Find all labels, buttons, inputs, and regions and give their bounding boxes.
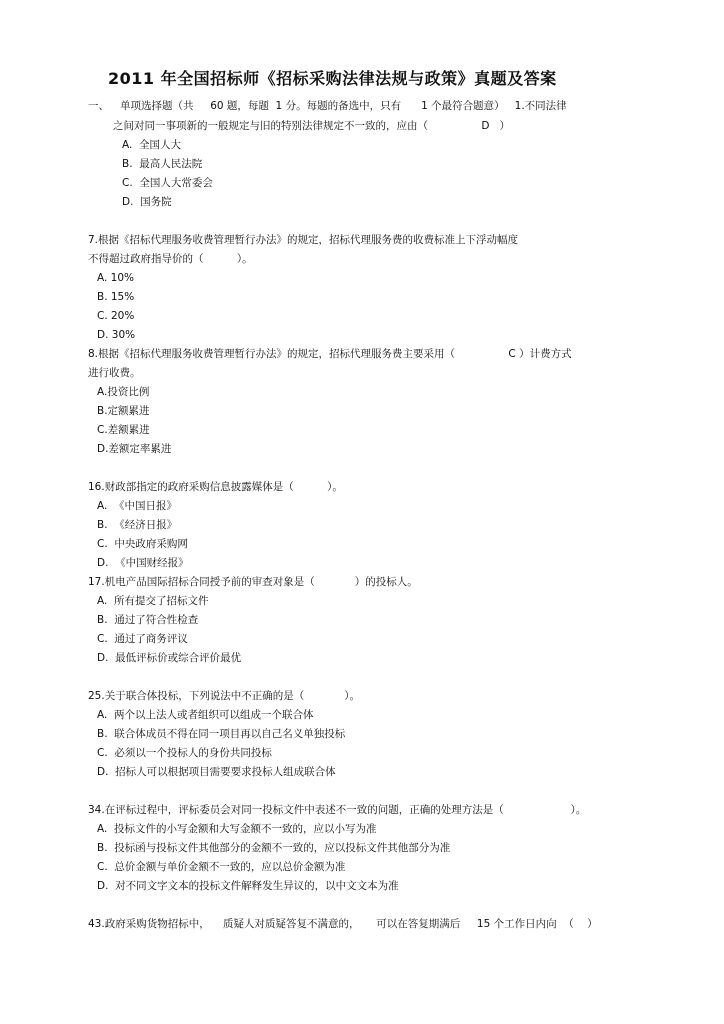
question-8-option-c: C.差额累进 bbox=[97, 424, 150, 436]
question-8-option-a: A.投资比例 bbox=[97, 386, 150, 398]
question-7-option-d: D. 30% bbox=[97, 329, 136, 341]
question-1-option-b: B. 最高人民法院 bbox=[122, 158, 203, 170]
question-7-stem-line2: 不得超过政府指导价的（ ）。 bbox=[88, 253, 253, 265]
question-1-option-d: D. 国务院 bbox=[122, 196, 172, 208]
question-34-option-b: B. 投标函与投标文件其他部分的金额不一致的，应以投标文件其他部分为准 bbox=[97, 842, 451, 854]
question-17-option-a: A. 所有提交了招标文件 bbox=[97, 595, 209, 607]
question-1-option-c: C. 全国人大常委会 bbox=[122, 177, 213, 189]
question-7-option-c: C. 20% bbox=[97, 310, 135, 322]
question-7-option-b: B. 15% bbox=[97, 291, 135, 303]
question-34-option-a: A. 投标文件的小写金额和大写金额不一致的，应以小写为准 bbox=[97, 823, 377, 835]
question-16-option-d: D. 《中国财经报》 bbox=[97, 557, 189, 569]
question-17-option-c: C. 通过了商务评议 bbox=[97, 633, 188, 645]
question-16-option-c: C. 中央政府采购网 bbox=[97, 538, 188, 550]
question-34-stem: 34.在评标过程中，评标委员会对同一投标文件中表述不一致的问题，正确的处理方法是（ ）。 bbox=[88, 804, 587, 816]
question-1-stem: 之间对同一事项新的一般规定与旧的特别法律规定不一致的，应由（ D ） bbox=[113, 120, 510, 132]
question-25-option-b: B. 联合体成员不得在同一项目再以自己名义单独投标 bbox=[97, 728, 346, 740]
question-43-stem: 43.政府采购货物招标中， 质疑人对质疑答复不满意的， 可以在答复期满后 15 个工作日内向 （ ） bbox=[88, 918, 598, 930]
section-number: 一、 bbox=[88, 100, 109, 112]
question-7-stem-line1: 7.根据《招标代理服务收费管理暂行办法》的规定，招标代理服务费的收费标准上下浮动幅度 bbox=[88, 234, 519, 246]
question-8-stem-line2: 进行收费。 bbox=[88, 367, 141, 379]
question-17-option-b: B. 通过了符合性检查 bbox=[97, 614, 199, 626]
question-25-option-c: C. 必须以一个投标人的身份共同投标 bbox=[97, 747, 272, 759]
question-34-option-d: D. 对不同文字文本的投标文件解释发生异议的，以中文文本为准 bbox=[97, 880, 399, 892]
section-heading-line1: 单项选择题（共 60 题，每题 1 分。每题的备选中，只有 1 个最符合题意） 1.不同法律 bbox=[120, 100, 567, 112]
question-7-option-a: A. 10% bbox=[97, 272, 135, 284]
question-16-stem: 16.财政部指定的政府采购信息披露媒体是（ ）。 bbox=[88, 481, 343, 493]
question-17-stem: 17.机电产品国际招标合同授予前的审查对象是（ ）的投标人。 bbox=[88, 576, 418, 588]
question-25-option-a: A. 两个以上法人或者组织可以组成一个联合体 bbox=[97, 709, 314, 721]
question-8-stem-line1: 8.根据《招标代理服务收费管理暂行办法》的规定，招标代理服务费主要采用（ C ）计费方式 bbox=[88, 348, 572, 360]
question-17-option-d: D. 最低评标价或综合评价最优 bbox=[97, 652, 242, 664]
document-title: 2011 年全国招标师《招标采购法律法规与政策》真题及答案 bbox=[108, 69, 557, 88]
question-8-option-b: B.定额累进 bbox=[97, 405, 150, 417]
question-1-option-a: A. 全国人大 bbox=[122, 139, 182, 151]
question-25-option-d: D. 招标人可以根据项目需要要求投标人组成联合体 bbox=[97, 766, 336, 778]
question-8-option-d: D.差额定率累进 bbox=[97, 443, 172, 455]
question-16-option-b: B. 《经济日报》 bbox=[97, 519, 178, 531]
question-25-stem: 25.关于联合体投标，下列说法中不正确的是（ ）。 bbox=[88, 690, 360, 702]
question-16-option-a: A. 《中国日报》 bbox=[97, 500, 178, 512]
question-34-option-c: C. 总价金额与单价金额不一致的，应以总价金额为准 bbox=[97, 861, 346, 873]
